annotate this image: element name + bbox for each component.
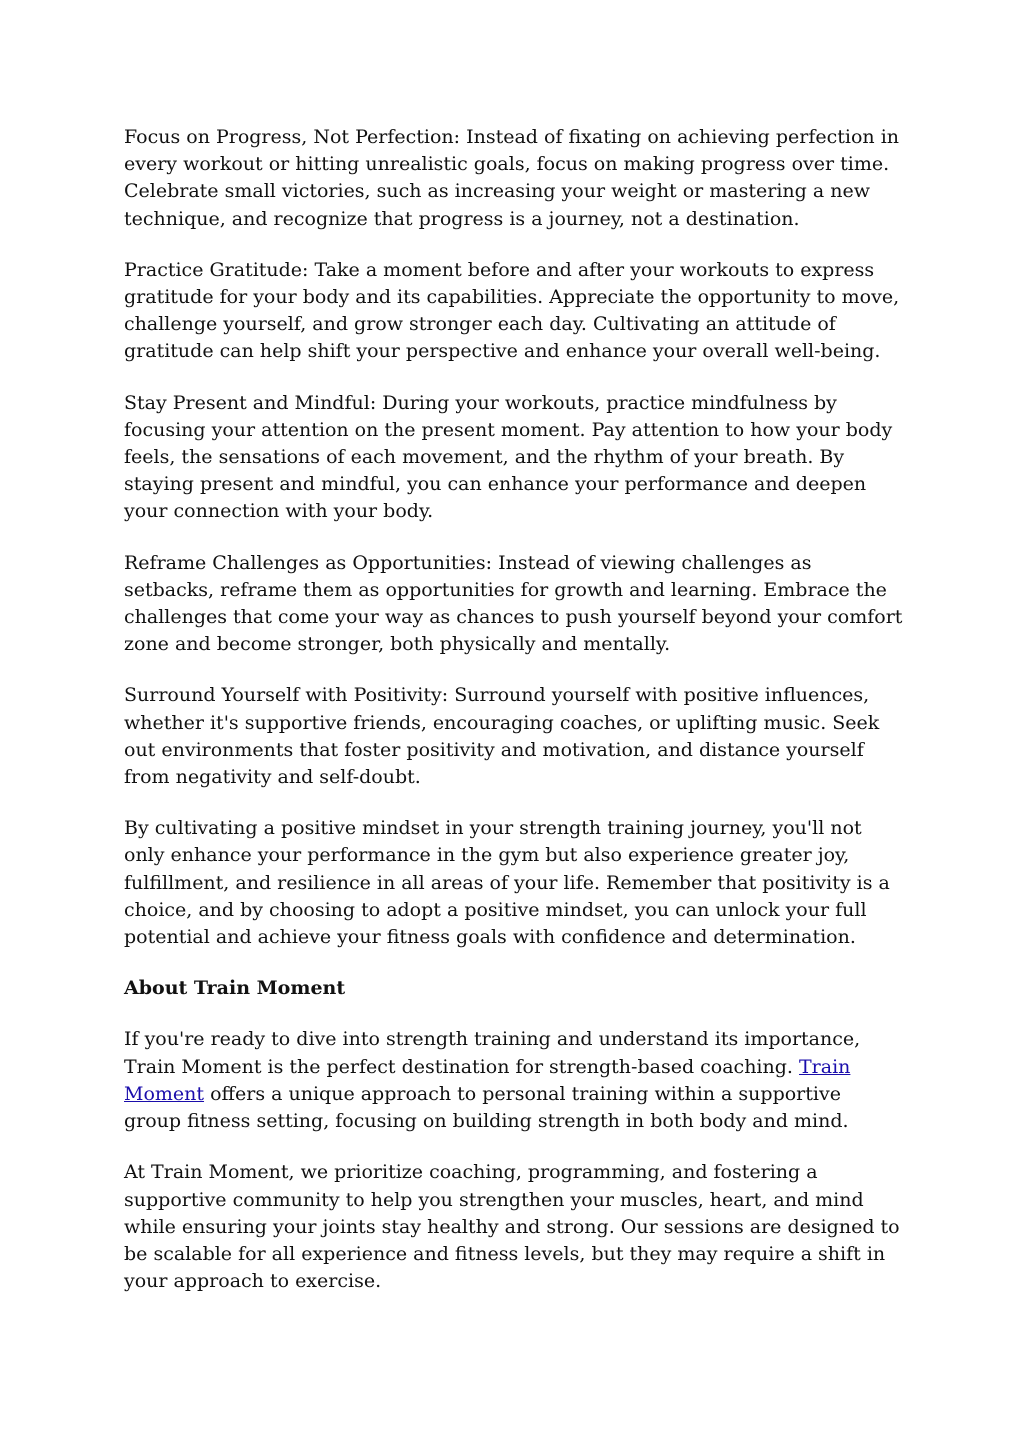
paragraph-conclusion: By cultivating a positive mindset in your strength training journey, you'll not only enhance your performance in the gym but also experience greater joy, fulfillment, and resilience in all areas of your life. Remember that positivity is a choice, and by choosing to adopt a positive mindset, you can unlock your full potential and achieve your fitness goals with confidence and determination. <box>124 817 890 949</box>
section-heading-about: About Train Moment <box>124 977 346 1000</box>
paragraph-reframe-challenges: Reframe Challenges as Opportunities: Instead of viewing challenges as setbacks, reframe them as opportunities for growth and learning. Embrace the challenges that come your way as chances to push yourself beyond your comfort zone and become stronger, both physically and mentally. <box>124 551 903 656</box>
paragraph-stay-present: Stay Present and Mindful: During your workouts, practice mindfulness by focusing your attention on the present moment. Pay attention to how your body feels, the sensations of each movement, and the rhythm of your breath. By staying present and mindful, you can enhance your performance and deepen your connection with your body. <box>124 391 893 523</box>
train-moment-link[interactable]: Train Moment <box>124 1055 851 1105</box>
about-intro-text-after: offers a unique approach to personal training within a supportive group fitness setting, focusing on building strength in both body and mind. <box>124 1082 849 1133</box>
about-intro-text-before: If you're ready to dive into strength training and understand its importance, Train Moment is the perfect destination for strength-based coaching. <box>124 1028 861 1078</box>
paragraph-focus-on-progress: Focus on Progress, Not Perfection: Instead of fixating on achieving perfection in every workout or hitting unrealistic goals, focus on making progress over time. Celebrate small victories, such as increasing your weight or mastering a new technique, and recognize that progress is a journey, not a destination. <box>124 126 900 230</box>
paragraph-about-intro <box>124 1026 904 1135</box>
paragraph-practice-gratitude: Practice Gratitude: Take a moment before and after your workouts to express gratitude for your body and its capabilities. Appreciate the opportunity to move, challenge yourself, and grow stronger each day. Cultivating an attitude of gratitude can help shift your perspective and enhance your overall well-being. <box>124 258 900 363</box>
paragraph-surround-positivity: Surround Yourself with Positivity: Surround yourself with positive influences, whether it's supportive friends, encouraging coaches, or uplifting music. Seek out environments that foster positivity and motivation, and distance yourself from negativity and self-doubt. <box>124 684 880 789</box>
paragraph-about-details: At Train Moment, we prioritize coaching, programming, and fostering a supportive community to help you strengthen your muscles, heart, and mind while ensuring your joints stay healthy and strong. Our sessions are designed to be scalable for all experience and fitness levels, but they may require a shift in your approach to exercise. <box>124 1161 900 1293</box>
document-page <box>124 124 904 1319</box>
